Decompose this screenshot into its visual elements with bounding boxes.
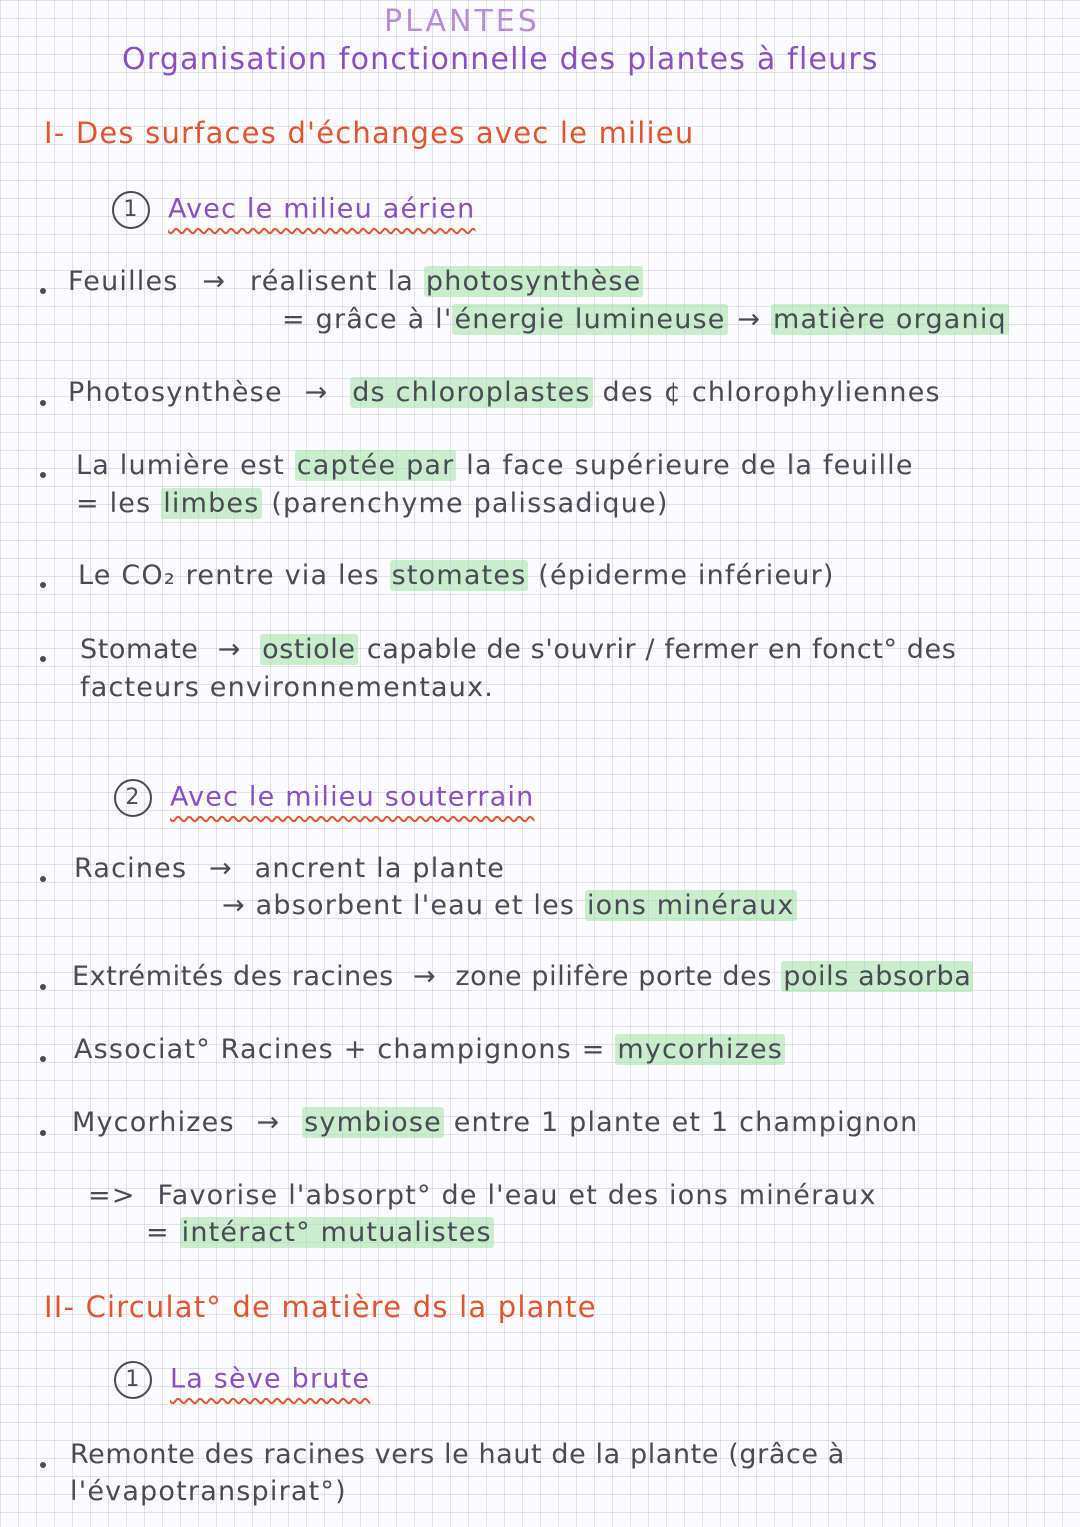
note-text: zone pilifère porte des bbox=[455, 961, 773, 992]
number-circle-icon: 2 bbox=[114, 779, 152, 817]
note-roots bbox=[74, 853, 505, 885]
arrow-icon: → bbox=[217, 634, 241, 665]
note-text: (épiderme inférieur) bbox=[538, 560, 835, 591]
bullet-icon bbox=[40, 984, 46, 990]
note-text: Favorise l'absorpt° de l'eau et des ions minéraux bbox=[157, 1180, 877, 1211]
note-text: = les bbox=[76, 488, 152, 519]
term-stomate: Stomate bbox=[80, 634, 199, 665]
note-association bbox=[74, 1034, 785, 1066]
highlight-captee: captée par bbox=[296, 450, 455, 481]
note-text: des ¢ chlorophyliennes bbox=[602, 377, 941, 408]
note-text: (parenchyme palissadique) bbox=[271, 488, 669, 519]
subsection-2-1-heading bbox=[114, 1361, 370, 1399]
note-co2 bbox=[78, 560, 835, 592]
highlight-energie: énergie lumineuse bbox=[454, 304, 726, 335]
bullet-icon bbox=[40, 472, 46, 478]
note-stomate bbox=[80, 634, 956, 666]
term-racines: Racines bbox=[74, 853, 188, 884]
note-text: Extrémités des racines bbox=[72, 961, 394, 992]
highlight-matiere: matière organiq bbox=[773, 304, 1007, 335]
number-circle-icon: 1 bbox=[112, 191, 150, 229]
highlight-chloroplastes: ds chloroplastes bbox=[352, 377, 591, 408]
note-conclusion bbox=[88, 1180, 877, 1212]
implies-icon: => bbox=[88, 1180, 136, 1211]
page-title: PLANTES bbox=[384, 4, 540, 39]
subsection-2-1-title: La sève brute bbox=[170, 1363, 371, 1395]
highlight-photosynthese: photosynthèse bbox=[425, 266, 642, 297]
arrow-icon: → bbox=[202, 266, 227, 297]
note-raw-sap: Remonte des racines vers le haut de la plante (grâce à bbox=[70, 1439, 845, 1470]
section-1-heading bbox=[44, 116, 694, 151]
note-mycorrhizae bbox=[72, 1107, 918, 1139]
note-text: Le CO₂ rentre via les bbox=[78, 560, 380, 591]
arrow-icon: → bbox=[737, 304, 762, 335]
subsection-1-2-heading bbox=[114, 779, 535, 817]
note-roots-line2 bbox=[222, 890, 797, 922]
note-text: = grâce à l' bbox=[282, 304, 453, 335]
subsection-1-2-title: Avec le milieu souterrain bbox=[170, 781, 535, 813]
section-2-title: Circulat° de matière ds la plante bbox=[85, 1290, 597, 1324]
highlight-stomates: stomates bbox=[391, 560, 527, 591]
arrow-icon: → bbox=[209, 853, 233, 884]
note-text: = bbox=[146, 1217, 170, 1248]
highlight-poils: poils absorba bbox=[783, 961, 972, 992]
arrow-icon: → bbox=[222, 890, 246, 921]
highlight-ostiole: ostiole bbox=[262, 634, 356, 665]
section-1-title: Des surfaces d'échanges avec le milieu bbox=[75, 116, 695, 150]
highlight-ions: ions minéraux bbox=[586, 890, 795, 921]
note-text: la face supérieure de la feuille bbox=[466, 450, 914, 481]
arrow-icon: → bbox=[256, 1107, 281, 1138]
subsection-1-1-title: Avec le milieu aérien bbox=[168, 193, 476, 225]
note-text: La lumière est bbox=[76, 450, 285, 481]
note-text: capable de s'ouvrir / fermer en fonct° des bbox=[366, 634, 957, 665]
subsection-1-1-heading bbox=[112, 191, 475, 229]
bullet-icon bbox=[40, 400, 46, 406]
arrow-icon: → bbox=[304, 377, 329, 408]
bullet-icon bbox=[40, 876, 46, 882]
arrow-icon: → bbox=[412, 961, 437, 992]
note-root-tips bbox=[72, 961, 973, 993]
note-light-line2 bbox=[76, 488, 669, 520]
note-conclusion-line2 bbox=[146, 1217, 494, 1249]
section-2-number: II- bbox=[44, 1290, 76, 1324]
note-raw-sap-line2: l'évapotranspirat°) bbox=[70, 1476, 347, 1507]
note-photosynthesis bbox=[68, 377, 941, 409]
note-light bbox=[76, 450, 914, 482]
bullet-icon bbox=[40, 288, 46, 294]
bullet-icon bbox=[40, 1462, 46, 1468]
note-text: entre 1 plante et 1 champignon bbox=[453, 1107, 919, 1138]
note-stomate-line2: facteurs environnementaux. bbox=[80, 672, 495, 703]
note-text: réalisent la bbox=[249, 266, 415, 297]
number-circle-icon: 1 bbox=[114, 1361, 152, 1399]
note-leaves bbox=[68, 266, 643, 298]
section-1-number: I- bbox=[44, 116, 66, 150]
note-text: Associat° Racines + champignons = bbox=[74, 1034, 606, 1065]
term-mycorhizes: Mycorhizes bbox=[72, 1107, 235, 1138]
note-text: absorbent l'eau et les bbox=[255, 890, 576, 921]
highlight-mycorhizes: mycorhizes bbox=[617, 1034, 784, 1065]
page-subtitle: Organisation fonctionnelle des plantes à fleurs bbox=[122, 42, 879, 77]
bullet-icon bbox=[40, 1130, 46, 1136]
highlight-mutualistes: intéract° mutualistes bbox=[181, 1217, 492, 1248]
highlight-limbes: limbes bbox=[163, 488, 260, 519]
term-feuilles: Feuilles bbox=[68, 266, 179, 297]
note-leaves-line2 bbox=[282, 304, 1009, 336]
bullet-icon bbox=[40, 656, 46, 662]
bullet-icon bbox=[40, 1056, 46, 1062]
term-photosynthese: Photosynthèse bbox=[68, 377, 283, 408]
highlight-symbiose: symbiose bbox=[304, 1107, 442, 1138]
section-2-heading bbox=[44, 1290, 597, 1325]
bullet-icon bbox=[40, 582, 46, 588]
note-text: ancrent la plante bbox=[254, 853, 506, 884]
